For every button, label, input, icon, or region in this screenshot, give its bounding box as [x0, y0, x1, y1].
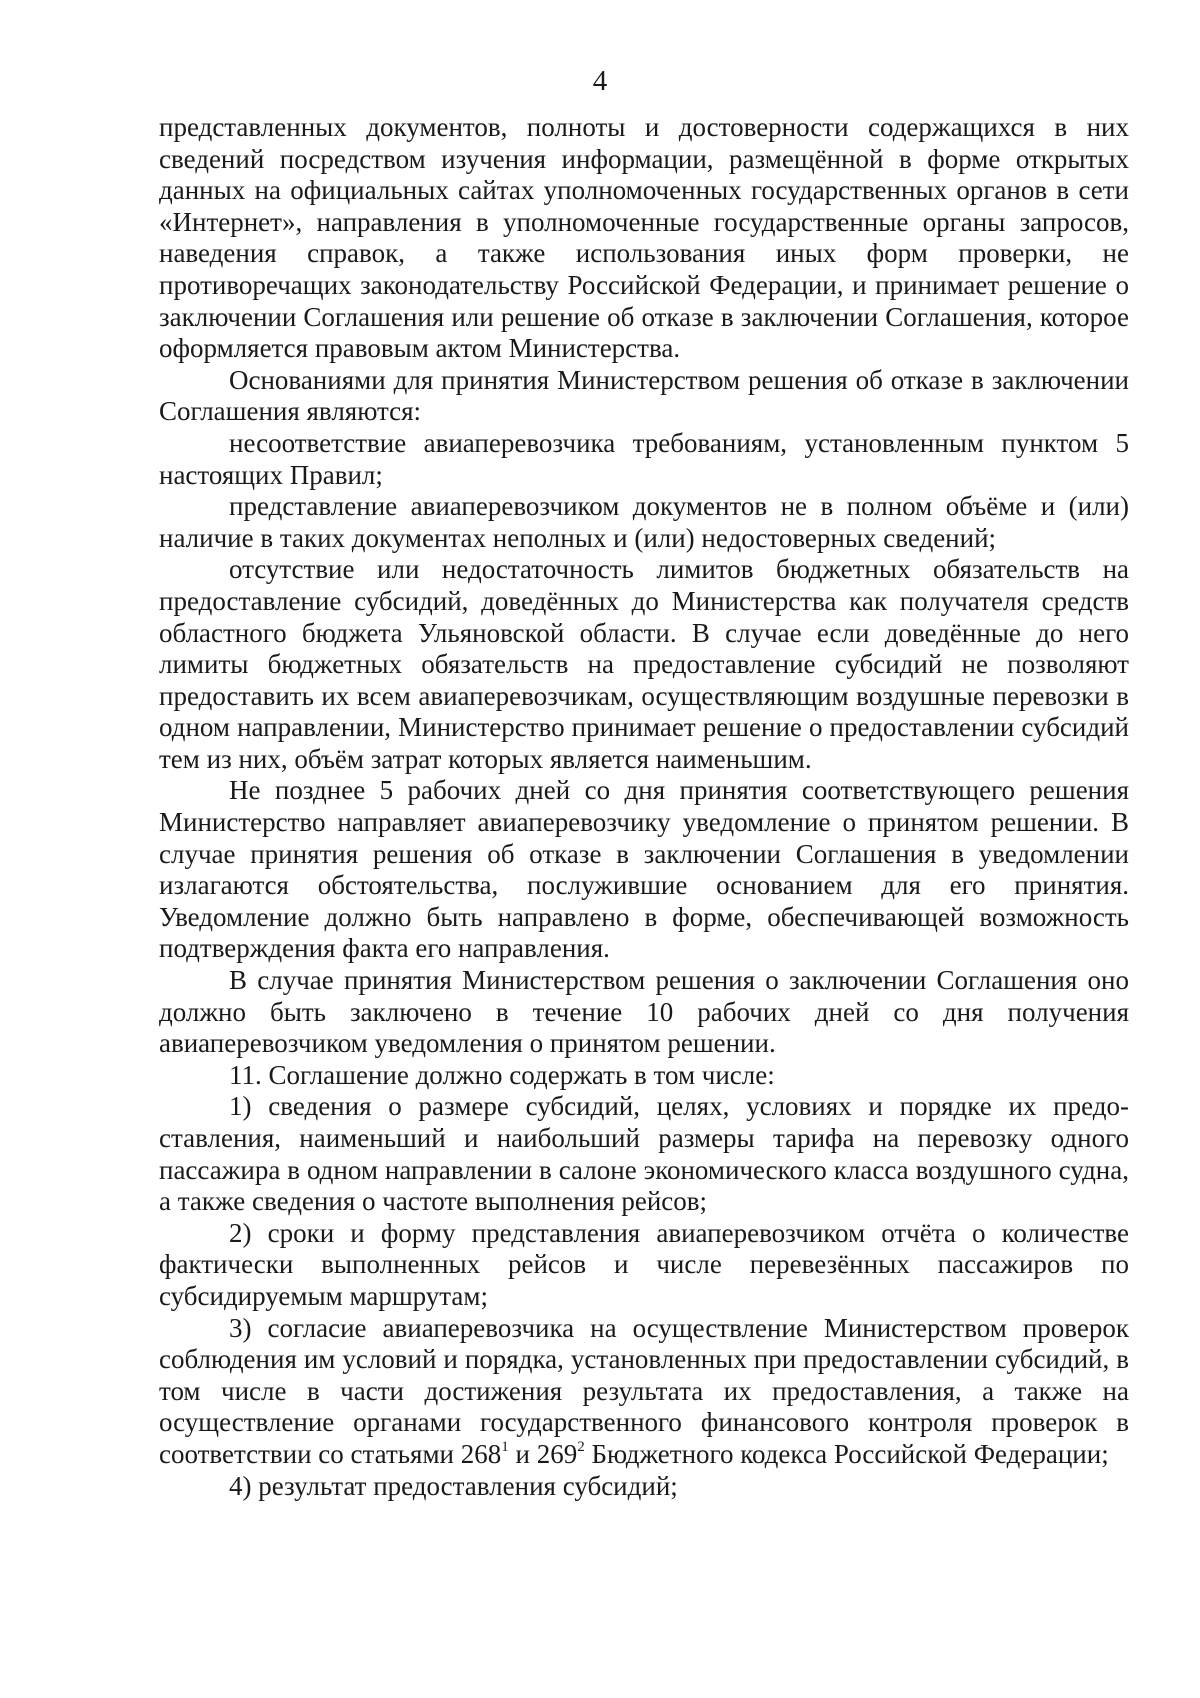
item-3-text-end: Бюджетного кодекса Российской Федерации;: [584, 1438, 1109, 1469]
paragraph-ground-3: отсутствие или недостаточность лимитов бюджетных обязательств на предоставление субсидий, доведённых до Министерства как получателя средств областного бюджета Ульяновской области. В случае если доведённые до него лимиты бюджетных обязательств на предоставление субсидий не позволяют предоставить их всем авиаперевозчикам, осуществляющим воздушные перевозки в одном направлении, Министерство принимает решение о предоставлении субсидий тем из них, объём затрат которых является наименьшим.: [159, 554, 1129, 774]
paragraph-item-1: 1) сведения о размере субсидий, целях, условиях и порядке их предо-ставления, наименьший и наибольший размеры тарифа на перевозку одного пассажира в одном направлении в салоне экономического класса воздушного судна, а также сведения о частоте выполнения рейсов;: [159, 1091, 1129, 1217]
paragraph-grounds-intro: Основаниями для принятия Министерством решения об отказе в заключении Соглашения являются:: [159, 364, 1129, 427]
item-3-text-start: 3) согласие авиаперевозчика на осуществление Министерством проверок соблюдения им условий и порядка, установленных при предоставлении субсидий, в том числе в части достижения результата их предоставления, а также на осуществление органами государственного финансового контроля проверок в соответствии со статьями 268: [159, 1312, 1129, 1469]
paragraph-agreement-term: В случае принятия Министерством решения о заключении Соглашения оно должно быть заключено в течение 10 рабочих дней со дня получения авиаперевозчиком уведомления о принятом решении.: [159, 965, 1129, 1059]
paragraph-continuation: представленных документов, полноты и достоверности содержащихся в них сведений посредством изучения информации, размещённой в форме открытых данных на официальных сайтах уполномоченных государственных органов в сети «Интернет», направления в уполномоченные государственные органы запросов, наведения справок, а также использования иных форм проверки, не противоречащих законодательству Российской Федерации, и принимает решение о заключении Соглашения или решение об отказе в заключении Соглашения, которое оформляется правовым актом Министерства.: [159, 112, 1129, 364]
superscript-1: 1: [501, 1438, 509, 1455]
item-3-text-middle: и 269: [508, 1438, 578, 1469]
document-body: [159, 112, 1129, 1502]
superscript-2: 2: [577, 1438, 585, 1455]
page-number: 4: [592, 65, 608, 97]
paragraph-section-11: 11. Соглашение должно содержать в том числе:: [229, 1059, 775, 1090]
paragraph-notification: Не позднее 5 рабочих дней со дня принятия соответствующего решения Министерство направляет авиаперевозчику уведомление о принятом решении. В случае принятия решения об отказе в заключении Соглашения в уведомлении излагаются обстоятельства, послужившие основанием для его принятия. Уведомление должно быть направлено в форме, обеспечивающей возможность подтверждения факта его направления.: [159, 775, 1129, 964]
paragraph-ground-1: несоответствие авиаперевозчика требованиям, установленным пунктом 5 настоящих Правил;: [159, 427, 1129, 490]
paragraph-ground-2: представление авиаперевозчиком документов не в полном объёме и (или) наличие в таких документах неполных и (или) недостоверных сведений;: [159, 491, 1129, 553]
paragraph-item-4: 4) результат предоставления субсидий;: [229, 1470, 678, 1501]
paragraph-item-3: [159, 1313, 1129, 1471]
paragraph-item-2: 2) сроки и форму представления авиаперевозчиком отчёта о количестве фактически выполненных рейсов и числе перевезённых пассажиров по субсидируемым маршрутам;: [159, 1217, 1129, 1311]
